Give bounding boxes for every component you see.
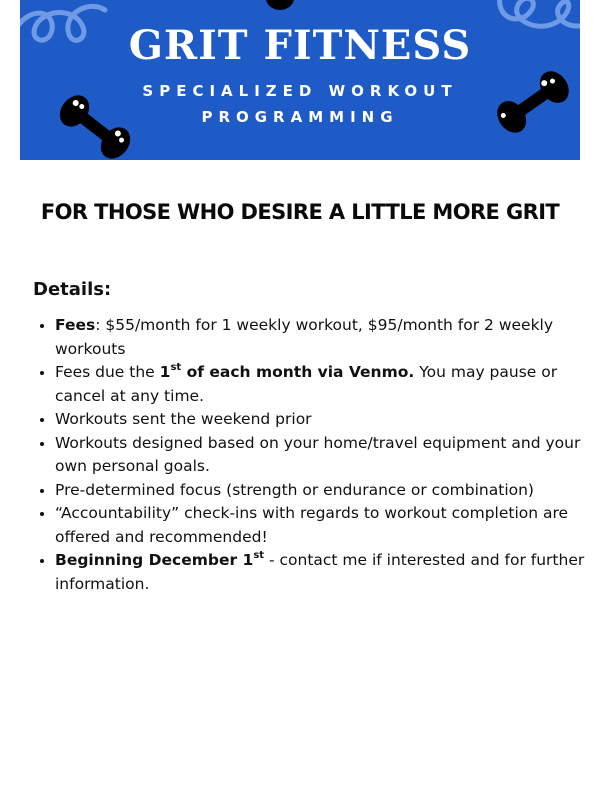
list-item-accountability [55, 502, 595, 549]
focus-text: Pre-determined focus (strength or endurance or combination) [55, 480, 534, 499]
accountability-text: “Accountability” check-ins with regards to workout completion are offered and recommended! [55, 504, 569, 546]
fees-due-method: of each month via Venmo. [181, 363, 415, 381]
fees-due-pre: Fees due the [55, 363, 160, 381]
banner-title: GRIT FITNESS [128, 22, 472, 69]
list-item-fees-due [55, 361, 595, 408]
workouts-sent-text: Workouts sent the weekend prior [55, 410, 312, 428]
details-list [33, 314, 595, 596]
beginning-text: - contact me if interested and for further information. [55, 551, 585, 593]
list-item-workouts-sent [55, 408, 595, 432]
fees-label: Fees [55, 316, 96, 334]
beginning-suffix: st [253, 550, 265, 561]
list-item-beginning [55, 549, 595, 596]
banner-subtitle-line1: SPECIALIZED WORKOUT [142, 82, 458, 100]
headline: FOR THOSE WHO DESIRE A LITTLE MORE GRIT [40, 200, 560, 224]
fees-text: : $55/month for 1 weekly workout, $95/month for 2 weekly workouts [55, 316, 554, 358]
details-title: Details: [33, 279, 112, 300]
fees-due-text: You may pause or cancel at any time. [55, 363, 558, 405]
fees-due-day: 1 [159, 363, 171, 381]
list-item-fees [55, 314, 595, 361]
fees-due-day-suffix: st [170, 362, 182, 373]
beginning-label: Beginning December 1 [55, 551, 254, 569]
list-item-workouts-designed [55, 432, 595, 479]
dumbbell-icon [491, 66, 574, 139]
list-item-focus [55, 479, 595, 503]
dumbbell-icon [266, 0, 294, 10]
workouts-designed-text: Workouts designed based on your home/travel equipment and your own personal goals. [55, 433, 581, 475]
banner-subtitle-line2: PROGRAMMING [201, 108, 399, 126]
banner [20, 0, 580, 160]
